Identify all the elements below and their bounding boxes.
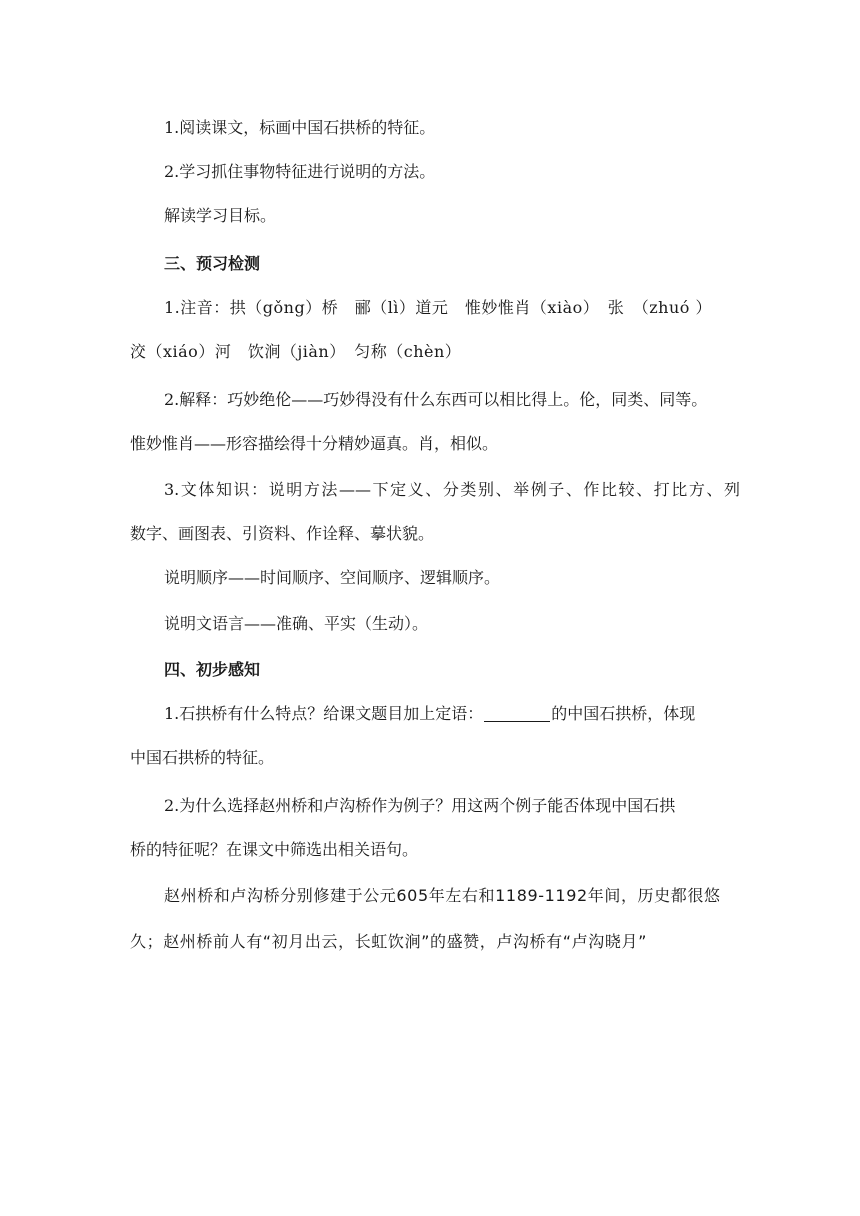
- question-2-line-2: 桥的特征呢？在课文中筛选出相关语句。: [130, 840, 419, 859]
- question-1-prefix: 1.石拱桥有什么特点？给课文题目加上定语：: [164, 704, 484, 723]
- objective-note: 解读学习目标。: [164, 206, 277, 225]
- pronunciation-line-1: 1.注音：拱（gǒng）桥 郦（lì）道元 惟妙惟肖（xiào） 张 （zhuó ）: [164, 298, 712, 317]
- question-1-line-1: [164, 702, 740, 726]
- answer-line-2: 久；赵州桥前人有“初月出云，长虹饮涧”的盛赞，卢沟桥有“卢沟晓月”: [130, 932, 647, 951]
- section-heading-initial-perception: 四、初步感知: [164, 660, 261, 679]
- question-1-suffix: 的中国石拱桥，体现: [551, 704, 696, 723]
- explanation-line-2: 惟妙惟肖——形容描绘得十分精妙逼真。肖，相似。: [130, 434, 499, 453]
- pronunciation-line-2: 洨（xiáo）河 饮涧（jiàn） 匀称（chèn）: [130, 342, 462, 361]
- explanation-language: 说明文语言——准确、平实（生动）。: [164, 614, 429, 633]
- question-1-line-2: 中国石拱桥的特征。: [130, 748, 275, 767]
- objective-1: 1.阅读课文，标画中国石拱桥的特征。: [164, 118, 436, 137]
- genre-knowledge-line-1: 3.文体知识：说明方法——下定义、分类别、举例子、作比较、打比方、列: [164, 480, 740, 499]
- answer-line-1: 赵州桥和卢沟桥分别修建于公元605年左右和1189-1192年间，历史都很悠: [164, 886, 721, 905]
- explanation-line-1: 2.解释：巧妙绝伦——巧妙得没有什么东西可以相比得上。伦，同类、同等。: [164, 390, 708, 409]
- question-2-line-1: 2.为什么选择赵州桥和卢沟桥作为例子？用这两个例子能否体现中国石拱: [164, 796, 676, 815]
- genre-knowledge-line-2: 数字、画图表、引资料、作诠释、摹状貌。: [130, 524, 435, 543]
- objective-2: 2.学习抓住事物特征进行说明的方法。: [164, 162, 436, 181]
- section-heading-preview-check: 三、预习检测: [164, 254, 261, 273]
- fill-in-blank[interactable]: [484, 703, 550, 722]
- explanation-order: 说明顺序——时间顺序、空间顺序、逻辑顺序。: [164, 568, 501, 587]
